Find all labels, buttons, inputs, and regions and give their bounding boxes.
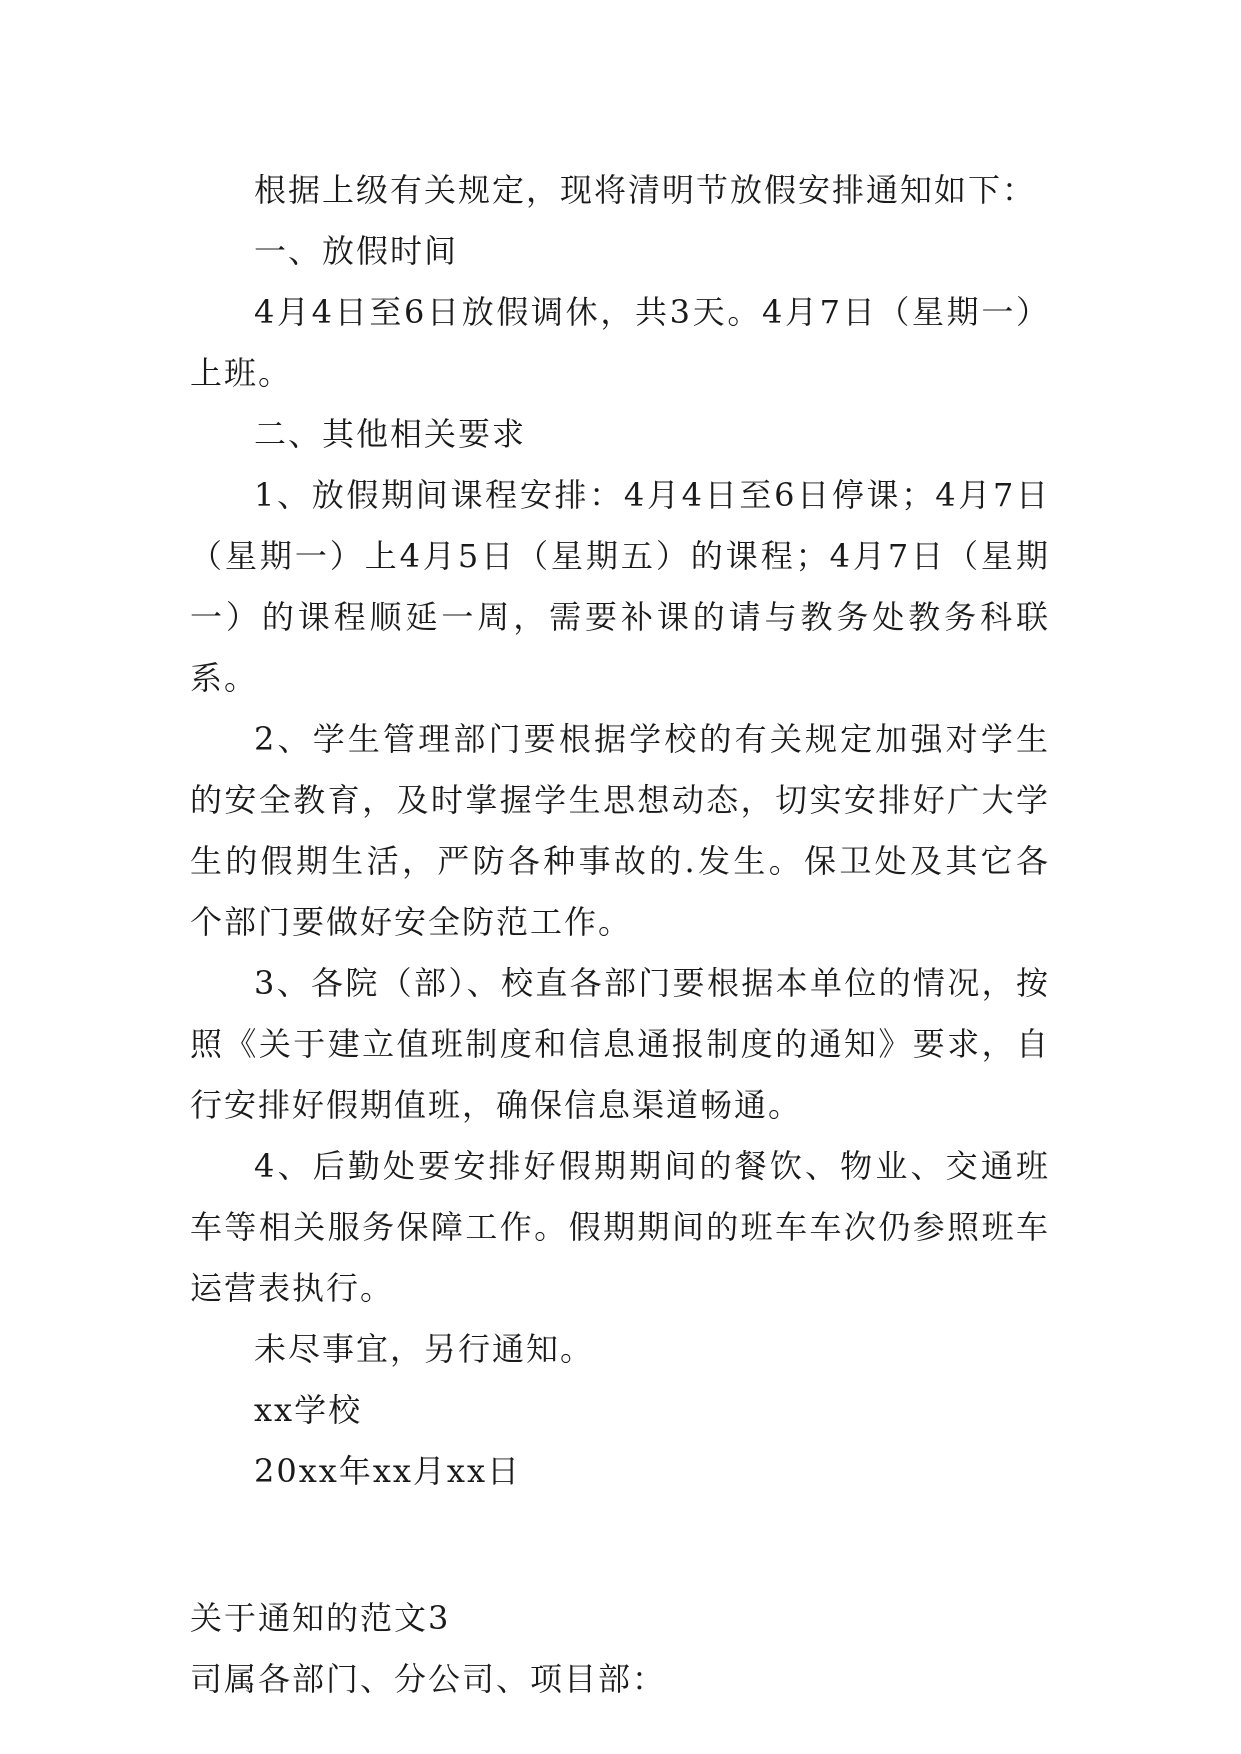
holiday-time-paragraph: 4月4日至6日放假调休，共3天。4月7日（星期一）上班。 — [190, 293, 1050, 392]
requirement-item-4: 4、后勤处要安排好假期期间的餐饮、物业、交通班车等相关服务保障工作。假期期间的班车车次仍参照班车运营表执行。 — [190, 1147, 1050, 1307]
closing-remark: 未尽事宜，另行通知。 — [254, 1330, 595, 1368]
section-heading-holiday-time: 一、放假时间 — [254, 232, 459, 270]
signature-organization: xx学校 — [254, 1391, 363, 1429]
intro-paragraph: 根据上级有关规定，现将清明节放假安排通知如下： — [254, 171, 1037, 209]
requirement-item-1: 1、放假期间课程安排：4月4日至6日停课；4月7日（星期一）上4月5日（星期五）的课程；4月7日（星期一）的课程顺延一周，需要补课的请与教务处教务科联系。 — [190, 476, 1050, 697]
next-section-title: 关于通知的范文3 — [190, 1599, 451, 1637]
section-heading-other-requirements: 二、其他相关要求 — [254, 415, 527, 453]
signature-date: 20xx年xx月xx日 — [254, 1452, 522, 1490]
next-section-salutation: 司属各部门、分公司、项目部： — [190, 1660, 667, 1698]
requirement-item-2: 2、学生管理部门要根据学校的有关规定加强对学生的安全教育，及时掌握学生思想动态，切实安排好广大学生的假期生活，严防各种事故的.发生。保卫处及其它各个部门要做好安全防范工作。 — [190, 720, 1050, 941]
section-spacer — [190, 1502, 1050, 1588]
requirement-item-3: 3、各院（部）、校直各部门要根据本单位的情况，按照《关于建立值班制度和信息通报制度的通知》要求，自行安排好假期值班，确保信息渠道畅通。 — [190, 964, 1050, 1124]
document-body — [190, 160, 1050, 1710]
